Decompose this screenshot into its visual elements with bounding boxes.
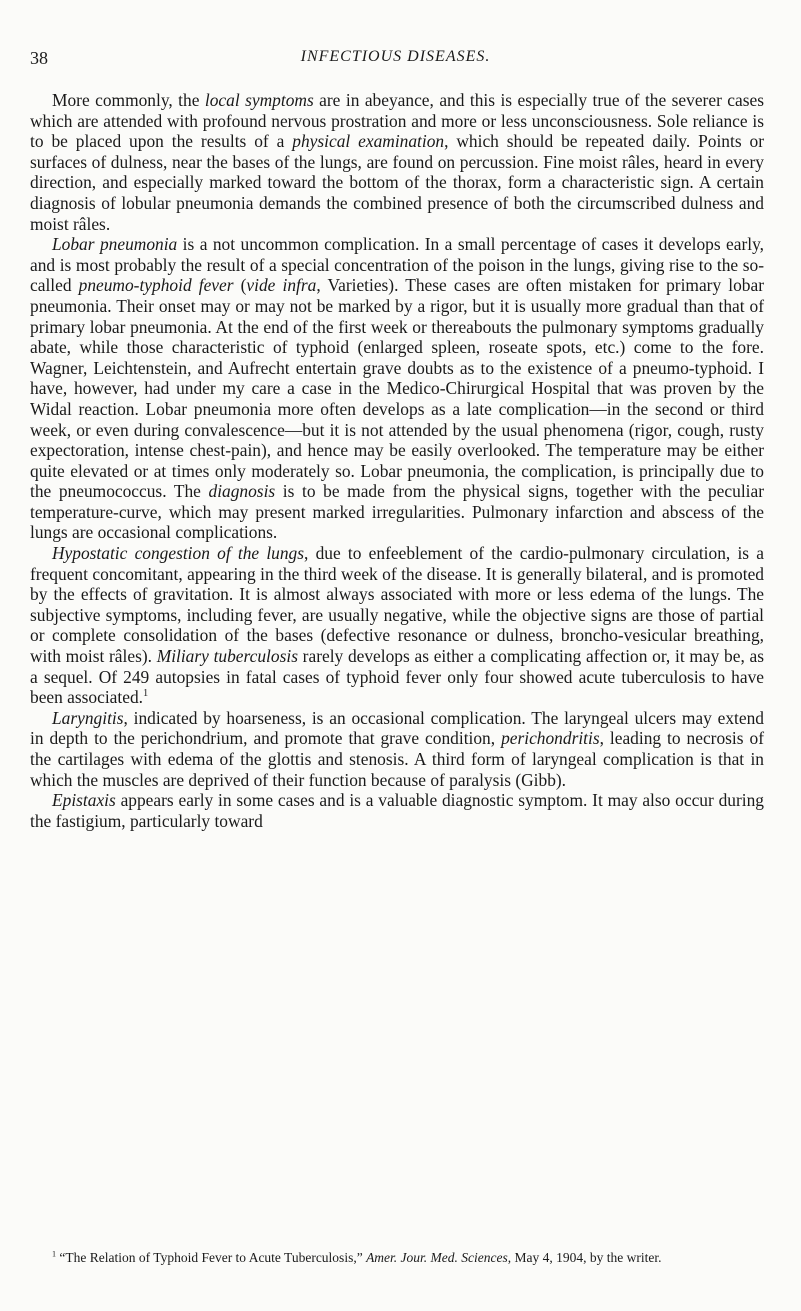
italic-term: Epistaxis: [52, 790, 116, 811]
italic-term: local symptoms: [204, 90, 314, 110]
text-run: , May 4, 1904, by the writer.: [507, 1250, 662, 1265]
text-run: appears early in some cases and is a valuable diagnostic symptom. It may also occur during the fastigium, particularly toward: [30, 790, 764, 831]
text-run: , which should be repeated daily. Points or surfaces of dulness, near the bases of the lungs, are found on percussion. Fine moist râles, heard in every direction, and especially marked toward the bottom of the thorax, form a characteristic sign. A certain diagnosis of lobular pneumonia demands the combined presence of both the circumscribed dulness and moist râles.: [30, 131, 764, 234]
page-number: 38: [30, 48, 48, 68]
text-run: , leading to necrosis of the cartilages with edema of the glottis and stenosis. A third form of laryngeal complication is that in which the muscles are deprived of their function because of paralysis (Gibb).: [30, 728, 764, 790]
body-text: [30, 90, 764, 831]
footnote-marker: 1: [52, 1249, 57, 1259]
italic-term: perichondritis: [501, 728, 600, 749]
italic-term: physical examination: [292, 131, 445, 152]
italic-term: vide infra: [246, 275, 317, 296]
paragraph: [30, 234, 764, 543]
text-run: , Varieties). These cases are often mistaken for primary lobar pneumonia. Their onset may or may not be marked by a rigor, but it is usually more gradual than that of primary lobar pneumonia. At the end of the first week or thereabouts the pulmonary symptoms gradually abate, while those characteristic of typhoid (enlarged spleen, roseate spots, etc.) come to the fore. Wagner, Leichtenstein, and Aufrecht entertain grave doubts as to the existence of a pneumo-typhoid. I have, however, had under my care a case in the Medico-Chirurgical Hospital that was proven by the Widal reaction. Lobar pneumonia more often develops as a late complication—in the second or third week, or even during convalescence—but it is not attended by the usual phenomena (rigor, cough, rusty expectoration, intense chest-pain), and hence may be easily overlooked. The temperature may be either quite elevated or at times only moderately so. Lobar pneumonia, the complication, is principally due to the pneumococcus. The: [30, 275, 765, 502]
footnote: [30, 1250, 764, 1266]
italic-term: diagnosis: [208, 481, 276, 502]
text-run: , indicated by hoarseness, is an occasional complication. The laryngeal ulcers may extend in depth to the perichondrium, and promote that grave condition,: [30, 707, 764, 749]
text-run: “The Relation of Typhoid Fever to Acute Tuberculosis,”: [56, 1250, 367, 1265]
text-run: is to be made from the physical signs, together with the peculiar temperature-curve, which may present marked irregularities. Pulmonary infarction and abscess of the lungs are occasional complications.: [30, 481, 764, 543]
italic-term: Hypostatic congestion of the lungs: [52, 543, 305, 564]
italic-term: Laryngitis: [52, 707, 124, 728]
italic-term: pneumo-typhoid fever: [78, 275, 234, 296]
text-run: is a not uncommon complication. In a small percentage of cases it develops early, and is most probably the result of a special concentration of the poison in the lungs, giving rise to the so-called: [30, 234, 765, 296]
paragraph: [30, 708, 764, 790]
text-run: More commonly, the: [52, 90, 205, 110]
italic-term: Amer. Jour. Med. Sciences: [366, 1250, 508, 1265]
text-run: , due to enfeeblement of the cardio-pulmonary circulation, is a frequent concomitant, appearing in the third week of the disease. It is generally bilateral, and is promoted by the effects of gravitation. It is almost always associated with more or less edema of the lungs. The subjective symptoms, including fever, are usually negative, while the objective signs are those of partial or complete consolidation of the bases (defective resonance or dulness, broncho-vesicular breathing, with moist râles).: [30, 543, 764, 667]
text-run: are in abeyance, and this is especially true of the severer cases which are attended with profound nervous prostration and more or less unconsciousness. Sole reliance is to be placed upon the results of a: [30, 90, 765, 152]
paragraph: [30, 543, 764, 708]
italic-term: Miliary tuberculosis: [156, 646, 298, 667]
text-run: rarely develops as either a complicating affection or, it may be, as a sequel. Of 249 autopsies in fatal cases of typhoid fever only four showed acute tuberculosis to have been associated.: [30, 646, 765, 708]
page-header: [30, 48, 761, 72]
footnote-marker: 1: [143, 688, 149, 700]
paragraph: [30, 90, 764, 234]
paragraph: [30, 790, 764, 831]
italic-term: Lobar pneumonia: [52, 234, 178, 255]
running-title: INFECTIOUS DISEASES.: [300, 48, 491, 65]
text-run: (: [233, 275, 247, 296]
